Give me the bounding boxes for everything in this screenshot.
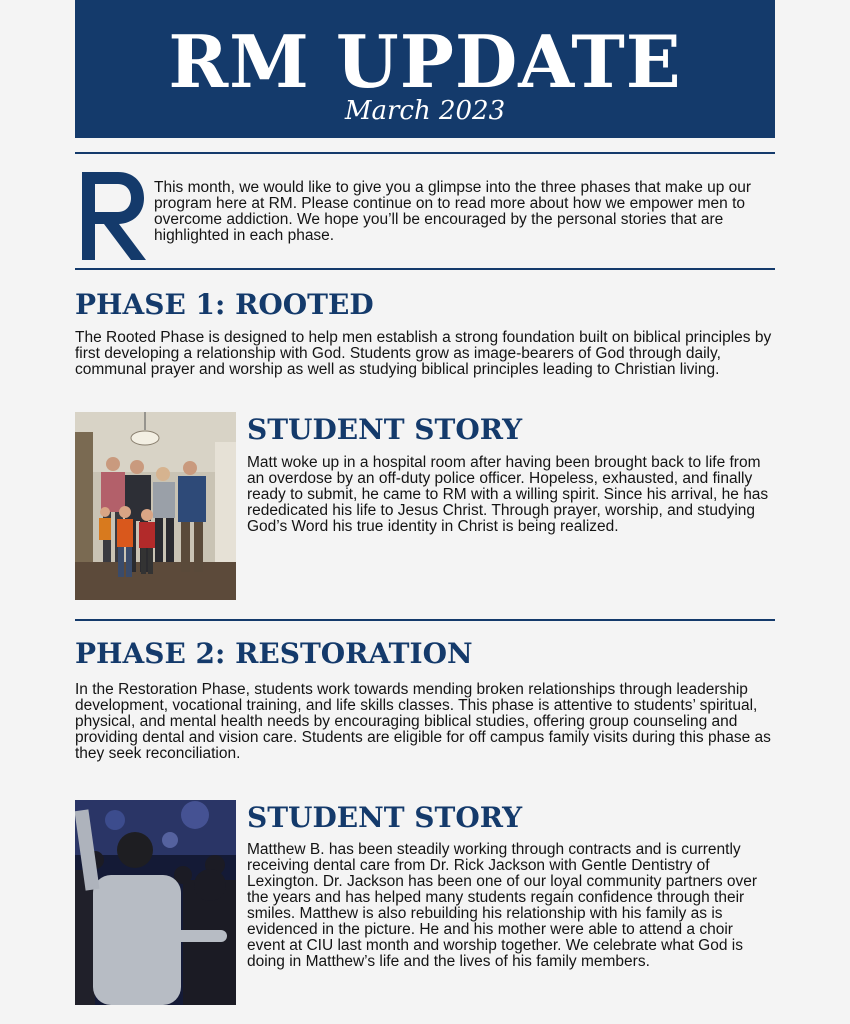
phase1-story-body: Matt woke up in a hospital room after having been brought back to life from an overdose by an off-duty police officer. Hopeless, exhausted, and finally ready to submit, he came to RM with a willing spirit. Since his arrival, he has rededicated his life to Jesus Christ. Through prayer, worship, and studying God’s Word his true identity in Christ is being realized. (247, 454, 769, 535)
rm-logo-icon (82, 170, 148, 262)
phase1-body: The Rooted Phase is designed to help men establish a strong foundation built on biblical principles by first developing a relationship with God. Students grow as image-bearers of God through daily, communal prayer and worship as well as studying biblical principles leading to Christian living. (75, 329, 772, 378)
page-subtitle: March 2023 (344, 96, 506, 126)
phase2-story-heading: STUDENT STORY (247, 801, 523, 834)
divider (75, 268, 775, 270)
choir-event-photo (75, 800, 236, 1005)
phase2-heading: PHASE 2: RESTORATION (75, 637, 473, 670)
divider (75, 619, 775, 621)
header-banner (75, 0, 775, 138)
phase2-body: In the Restoration Phase, students work towards mending broken relationships through leadership development, vocational training, and life skills classes. This phase is attentive to students’ spiritual, physical, and mental health needs by encouraging biblical studies, offering group counseling and providing dental and vision care. Students are eligible for off campus family visits during this phase as they seek reconciliation. (75, 681, 771, 762)
phase1-heading: PHASE 1: ROOTED (75, 288, 374, 321)
divider (75, 152, 775, 154)
phase1-story-heading: STUDENT STORY (247, 413, 523, 446)
phase2-story-body: Matthew B. has been steadily working through contracts and is currently receiving dental care from Dr. Rick Jackson with Gentle Dentistry of Lexington. Dr. Jackson has been one of our loyal community partners over the years and has helped many students regain confidence through their smiles. Matthew is also rebuilding his relationship with his family as is evidenced in the picture. He and his mother were able to attend a choir event at CIU last month and worship together. We celebrate what God is doing in Matthew’s life and the lives of his family members. (247, 841, 758, 970)
family-photo (75, 412, 236, 600)
intro-paragraph: This month, we would like to give you a glimpse into the three phases that make up our program here at RM. Please continue on to read more about how we empower men to overcome addiction. We hope you’ll be encouraged by the personal stories that are highlighted in each phase. (154, 179, 752, 244)
page-title: RM UPDATE (168, 19, 682, 104)
